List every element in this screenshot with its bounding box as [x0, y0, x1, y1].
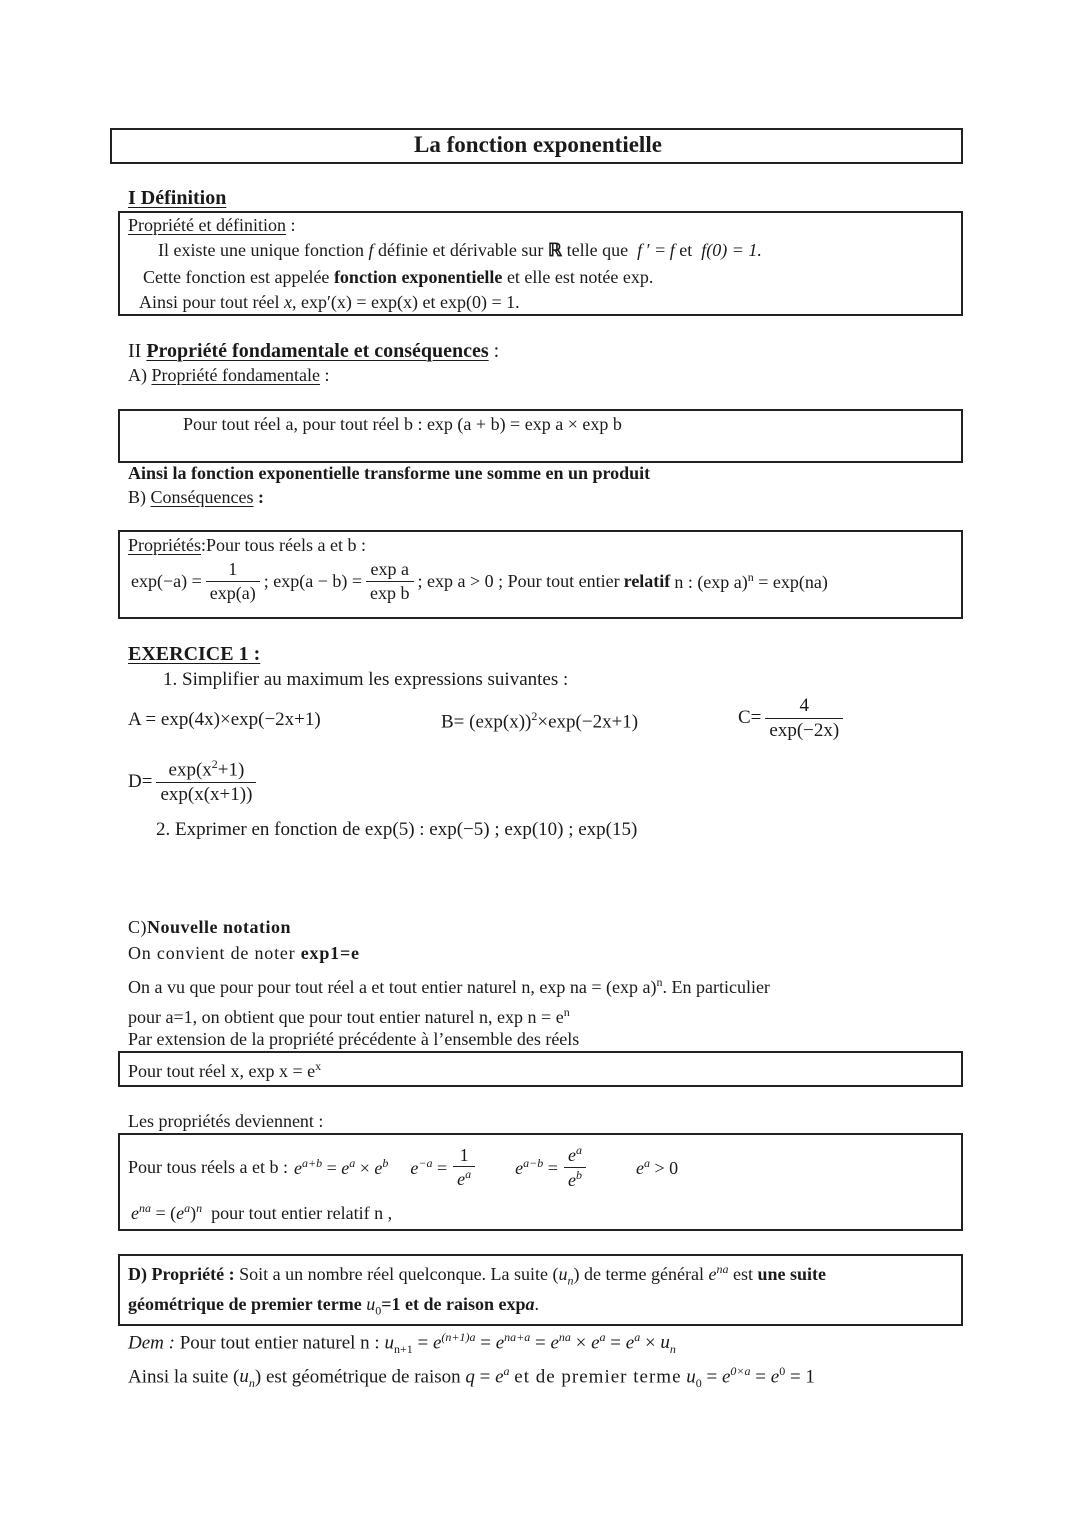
frac-inverse: $\frac{1}{\exp(a)}$: [206, 558, 260, 604]
section1-heading: I Définition: [128, 187, 227, 209]
sectionC-line3: pour a=1, on obtient que pour tout entier naturel n, $\exp n = e^n$: [128, 1005, 570, 1027]
props-line2: $e^{na} = (e^a)^n$ pour tout entier relatif n ,: [131, 1201, 393, 1223]
sectionC-line2: On a vu que pour pour tout réel a et tout entier naturel n, exp na = (exp a)$^n$. En particulier: [128, 975, 770, 997]
exercise-heading: EXERCICE 1 :: [128, 643, 261, 665]
dem-line: Dem : Pour tout entier naturel n : $u_{n+1} = e^{(n+1)a} = e^{na+a} = e^{na} \times e^a = e^a \times u_n$: [128, 1330, 676, 1357]
conclusion-line: Ainsi la suite $(u_n)$ est géométrique de raison $q = e^a$ et de premier terme $u_0 = e^{0\times a} = e^0 = 1$: [128, 1364, 815, 1391]
exercise-q1: 1. Simplifier au maximum les expressions suivantes :: [163, 669, 569, 690]
propertyD-line2: géométrique de premier terme $u_0=1$ et de raison expa.: [128, 1294, 539, 1318]
sectionC-line1: On convient de noter exp1=e: [128, 943, 360, 963]
definition-line3: Ainsi pour tout réel x, exp′(x) = exp(x) et exp(0) = 1.: [139, 292, 520, 312]
consequences-formulas: exp(−a) = $\frac{1}{\exp(a)}$ ; exp(a − b) = $\frac{\text{exp a}}{\text{exp b}}$ ; exp a > 0 ; Pour tout entier relatif n : (exp a)$^n$ = exp(na): [131, 559, 828, 603]
props-line1: Pour tous réels a et b : $e^{a+b} = e^a \times e^b$ $e^{-a}$ = $\frac{1}{e^a}$ $e^{a-b}$ = $\frac{e^a}{e^b}$ $e^a > 0$: [128, 1143, 679, 1190]
exercise-C: C= $\frac{4}{\exp(-2x)}$: [738, 694, 843, 743]
props-label: Les propriétés deviennent :: [128, 1111, 324, 1131]
definition-line1: Il existe une unique fonction f définie et dérivable sur ℝ telle que f ′ = f et f(0) = 1.: [158, 240, 762, 260]
definition-label: Propriété et définition :: [128, 215, 296, 235]
exercise-B: $B= (\exp(x))^2\times\exp(-2x+1)$: [441, 709, 639, 733]
consequences-label: Propriétés:Pour tous réels a et b :: [128, 535, 366, 555]
section2-subB: B) Conséquences :: [128, 487, 264, 507]
fundamental-text: Pour tout réel a, pour tout réel b : exp (a + b) = exp a × exp b: [183, 414, 622, 434]
section2-subA: A) Propriété fondamentale :: [128, 365, 330, 385]
definition-line2: Cette fonction est appelée fonction exponentielle et elle est notée exp.: [143, 267, 654, 287]
sectionC-line4: Par extension de la propriété précédente à l’ensemble des réels: [128, 1029, 580, 1049]
sectionC-heading: C)Nouvelle notation: [128, 917, 292, 937]
exercise-D: D= $\frac{\exp(x^2+1)}{\exp(x(x+1))}$: [128, 757, 256, 807]
conclusion-text: Ainsi la fonction exponentielle transforme une somme en un produit: [128, 463, 651, 483]
exercise-q2: 2. Exprimer en fonction de exp(5) : exp(−5) ; exp(10) ; exp(15): [156, 819, 638, 840]
propertyD-line1: D) Propriété : Soit a un nombre réel quelconque. La suite $(u_n)$ de terme général $e^{na}$ est une suite: [128, 1262, 826, 1288]
exercise-A: A = exp(4x)×exp(−2x+1): [128, 709, 321, 730]
page-title: La fonction exponentielle: [414, 132, 662, 157]
section2-heading: II Propriété fondamentale et conséquences :: [128, 340, 500, 362]
frac-quotient: $\frac{\text{exp a}}{\text{exp b}}$: [366, 558, 414, 604]
notation-text: Pour tout réel x, $\exp x = e^x$: [128, 1059, 322, 1081]
